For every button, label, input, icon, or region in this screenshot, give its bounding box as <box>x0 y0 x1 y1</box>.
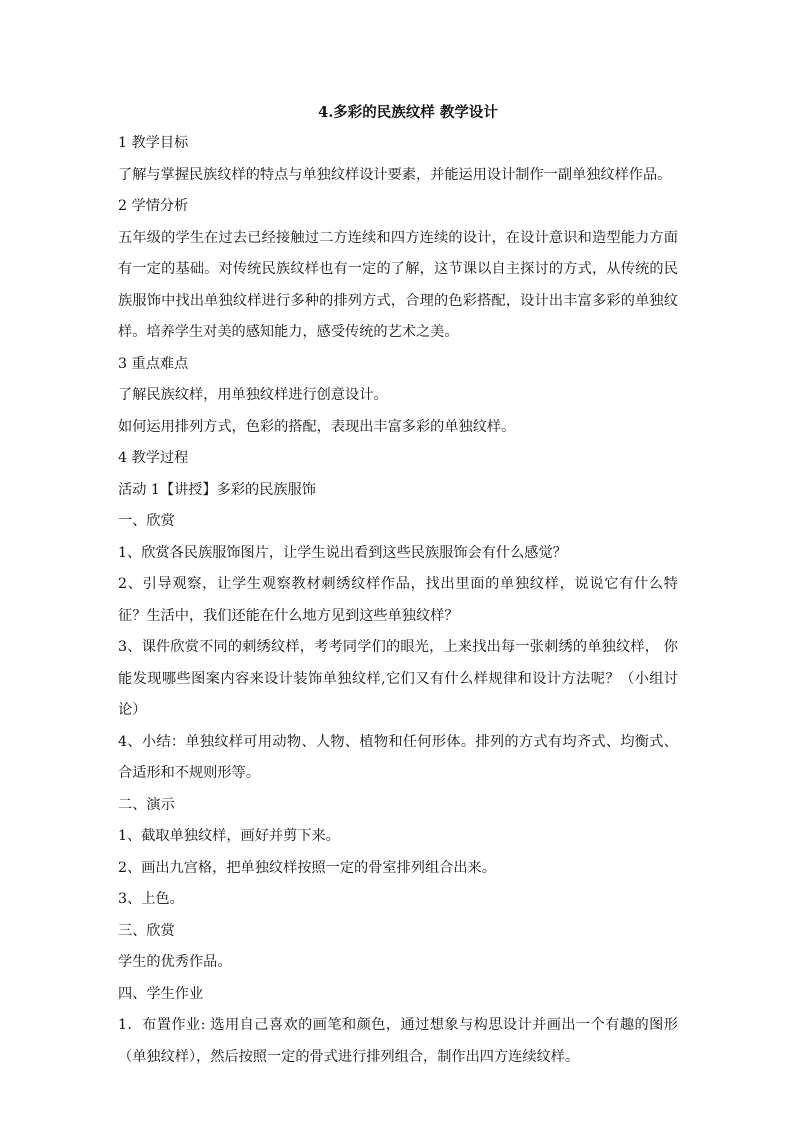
section-heading-teaching-process: 4 教学过程 <box>118 450 189 466</box>
document-title: 4.多彩的民族纹样 教学设计 <box>318 104 498 121</box>
list-item: 4、小结：单独纹样可用动物、人物、植物和任何形体。排列的方式有均齐式、均衡式、合适形和不规则形等。 <box>118 733 678 781</box>
student-works-text: 学生的优秀作品。 <box>118 954 232 970</box>
student-analysis-text: 五年级的学生在过去已经接触过二方连续和四方连续的设计，在设计意识和造型能力方面有一定的基础。对传统民族纹样也有一定的了解，这节课以自主探讨的方式，从传统的民族服饰中找出单独纹样进行多种的排列方式，合理的色彩搭配，设计出丰富多彩的单独纹样。培养学生对美的感知能力，感受传统的艺术之美。 <box>118 229 678 340</box>
difficulty-line: 如何运用排列方式，色彩的搭配，表现出丰富多彩的单独纹样。 <box>118 418 516 435</box>
key-point-line: 了解民族纹样，用单独纹样进行创意设计。 <box>118 387 388 403</box>
activity-heading: 活动 1【讲授】多彩的民族服饰 <box>118 481 316 498</box>
section-heading-student-analysis: 2 学情分析 <box>118 198 189 214</box>
document-page <box>118 98 684 1073</box>
part-heading-homework: 四、学生作业 <box>118 985 204 1002</box>
list-item: 1、欣赏各民族服饰图片，让学生说出看到这些民族服饰会有什么感觉？ <box>118 544 567 561</box>
section-heading-teaching-goals: 1 教学目标 <box>118 135 189 151</box>
homework-item: 1．布置作业: 选用自己喜欢的画笔和颜色，通过想象与构思设计并画出一个有趣的图形（单独纹样），然后按照一定的骨式进行排列组合，制作出四方连续纹样。 <box>118 1017 678 1065</box>
teaching-goals-text: 了解与掌握民族纹样的特点与单独纹样设计要素，并能运用设计制作一副单独纹样作品。 <box>118 166 672 183</box>
part-heading-demonstration: 二、演示 <box>118 796 175 813</box>
section-heading-key-points: 3 重点难点 <box>118 355 189 372</box>
list-item: 2、画出九宫格，把单独纹样按照一定的骨室排列组合出来。 <box>118 859 496 876</box>
part-heading-appreciation-2: 三、欣赏 <box>118 922 175 939</box>
list-item: 3、课件欣赏不同的刺绣纹样，考考同学们的眼光，上来找出每一张刺绣的单独纹样， 你能发现哪些图案内容来设计装饰单独纹样,它们又有什么样规律和设计方法呢？（小组讨论） <box>118 639 678 718</box>
list-item: 1、截取单独纹样，画好并剪下来。 <box>118 828 340 844</box>
list-item: 2、引导观察，让学生观察教材刺绣纹样作品，找出里面的单独纹样，说说它有什么特征？生活中，我们还能在什么地方见到这些单独纹样？ <box>118 576 678 624</box>
part-heading-appreciation: 一、欣赏 <box>118 513 175 529</box>
list-item: 3、上色。 <box>118 891 184 907</box>
